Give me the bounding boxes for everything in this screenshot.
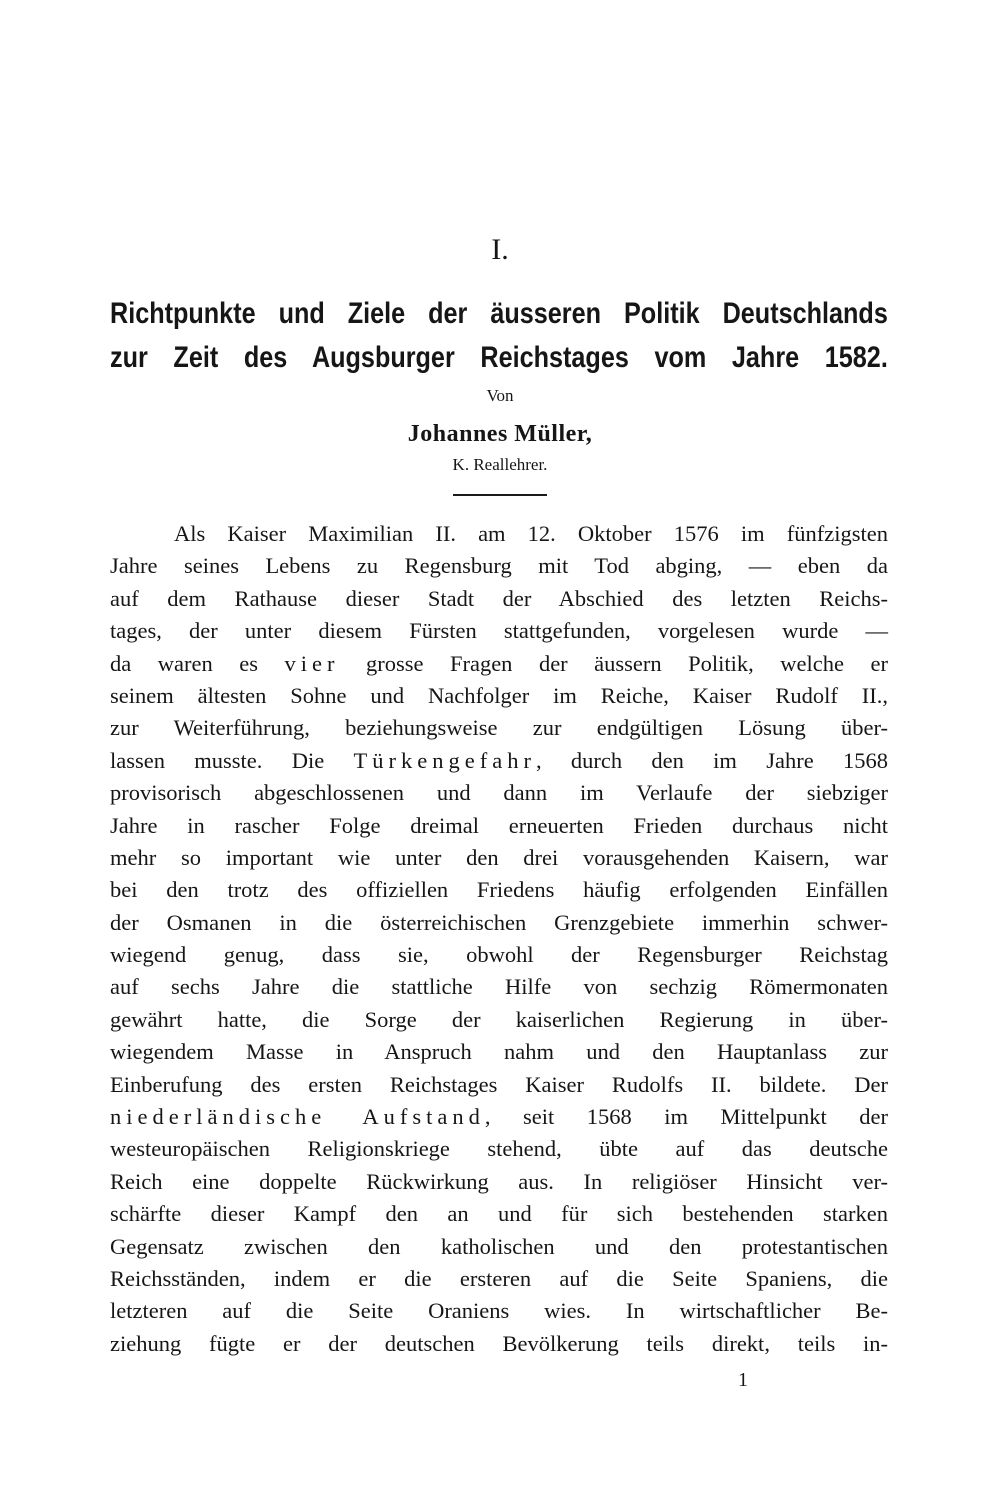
text-line: provisorisch abgeschlossenen und dann im Verlaufe der siebziger [110, 780, 888, 806]
author-title: K. Reallehrer. [452, 455, 548, 474]
text-line: schärfte dieser Kampf den an und für sich bestehenden starken [110, 1201, 888, 1227]
article-title-line-2: zur Zeit des Augsburger Reichstages vom Jahre 1582. [110, 341, 888, 374]
text-line: auf dem Rathause dieser Stadt der Abschied des letzten Reichs- [110, 585, 888, 611]
text-line [110, 1101, 888, 1133]
text-run: da waren es [110, 650, 285, 676]
text-line: tages, der unter diesem Fürsten stattgefunden, vorgelesen wurde — [110, 618, 888, 644]
text-run: , seit 1568 im Mittelpunkt der [484, 1104, 888, 1130]
text-line: Jahre in rascher Folge dreimal erneuerten Frieden durchaus nicht [110, 812, 888, 838]
text-line: Reich eine doppelte Rückwirkung aus. In religiöser Hinsicht ver- [110, 1168, 888, 1194]
text-run: grosse Fragen der äussern Politik, welche er [339, 650, 888, 676]
article-title-line-1: Richtpunkte und Ziele der äusseren Politik Deutschlands [110, 297, 888, 330]
text-line: gewährt hatte, die Sorge der kaiserlichen Regierung in über- [110, 1006, 888, 1032]
text-line: ziehung fügte er der deutschen Bevölkerung teils direkt, teils in- [110, 1330, 888, 1356]
text-line: der Osmanen in die österreichischen Grenzgebiete immerhin schwer- [110, 909, 888, 935]
text-line: letzteren auf die Seite Oraniens wies. In wirtschaftlicher Be- [110, 1298, 888, 1324]
text-line: Reichsständen, indem er die ersteren auf die Seite Spaniens, die [110, 1265, 888, 1291]
text-line: bei den trotz des offiziellen Friedens häufig erfolgenden Einfällen [110, 877, 888, 903]
text-line: Als Kaiser Maximilian II. am 12. Oktober 1576 im fünfzigsten [174, 521, 888, 546]
page-number: 1 [738, 1369, 748, 1391]
text-line: Gegensatz zwischen den katholischen und den protestantischen [110, 1233, 888, 1259]
text-line: wiegendem Masse in Anspruch nahm und den Hauptanlass zur [110, 1039, 888, 1065]
text-line: westeuropäischen Religionskriege stehend, übte auf das deutsche [110, 1136, 888, 1162]
body-paragraph [110, 518, 888, 1360]
author-name: Johannes Müller, [407, 421, 593, 447]
byline-von: Von [486, 386, 514, 405]
text-line: Einberufung des ersten Reichstages Kaiser Rudolfs II. bildete. Der [110, 1071, 888, 1097]
section-divider [453, 494, 547, 496]
text-line: Jahre seines Lebens zu Regensburg mit Tod abging, — eben da [110, 553, 888, 579]
emphasis-spaced-text: niederländische Aufstand [110, 1104, 485, 1130]
text-line: mehr so important wie unter den drei vorausgehenden Kaisern, war [110, 844, 888, 870]
text-line: zur Weiterführung, beziehungsweise zur endgültigen Lösung über- [110, 715, 888, 741]
text-line: wiegend genug, dass sie, obwohl der Regensburger Reichstag [110, 942, 888, 968]
chapter-number: I. [491, 233, 509, 266]
text-line [110, 648, 888, 680]
emphasis-spaced-text: Türkengefahr [353, 747, 536, 773]
text-line [110, 745, 888, 777]
emphasis-spaced-text: vier [284, 650, 340, 676]
text-run: lassen musste. Die [110, 747, 354, 773]
text-line: auf sechs Jahre die stattliche Hilfe von sechzig Römermonaten [110, 974, 888, 1000]
text-run: , durch den im Jahre 1568 [535, 747, 888, 773]
text-line: seinem ältesten Sohne und Nachfolger im Reiche, Kaiser Rudolf II., [110, 682, 888, 708]
